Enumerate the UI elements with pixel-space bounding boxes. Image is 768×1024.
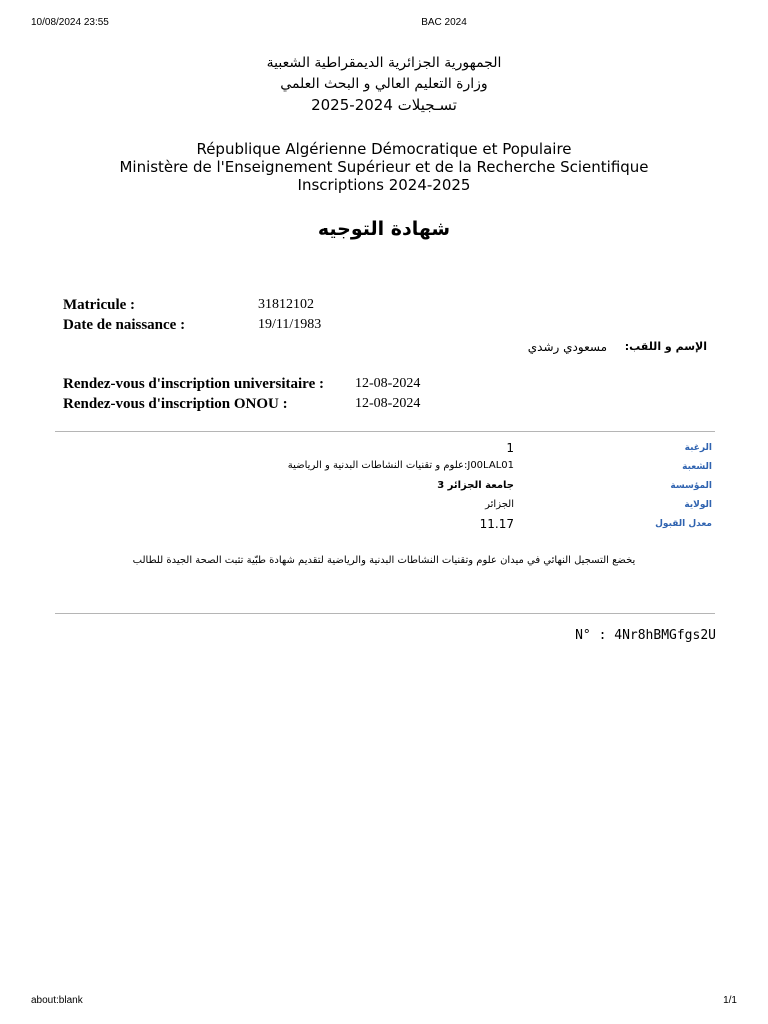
dob-label: Date de naissance : <box>63 317 186 333</box>
print-page-number: 1/1 <box>723 995 737 1006</box>
dob-value: 19/11/1983 <box>258 317 322 332</box>
registrations-year-fr: Inscriptions 2024-2025 <box>297 176 471 194</box>
divider-top <box>55 431 715 432</box>
republic-name-fr: République Algérienne Démocratique et Populaire <box>196 140 572 158</box>
admission-rate-label: معدل القبول <box>655 519 712 529</box>
name-label: الإسم و اللقب: <box>624 340 707 353</box>
name-value: مسعودي رشدي <box>527 340 607 354</box>
document-title: شهادة التوجيه <box>317 218 451 240</box>
print-url: about:blank <box>31 995 83 1006</box>
institution-label: المؤسسة <box>670 481 712 491</box>
registrations-year-ar: تسـجيلات 2024-2025 <box>311 96 457 114</box>
print-title: BAC 2024 <box>421 17 467 28</box>
print-datetime: 10/08/2024 23:55 <box>31 17 109 28</box>
ministry-name-ar: وزارة التعليم العالي و البحث العلمي <box>280 76 488 92</box>
univ-appointment-label: Rendez-vous d'inscription universitaire : <box>63 376 324 392</box>
wish-label: الرغبة <box>684 443 712 453</box>
wilaya-value: الجزائر <box>485 499 514 510</box>
matricule-value: 31812102 <box>258 297 314 312</box>
reference-number: N° : 4Nr8hBMGfgs2U <box>575 628 716 643</box>
onou-appointment-label: Rendez-vous d'inscription ONOU : <box>63 396 288 412</box>
ministry-name-fr: Ministère de l'Enseignement Supérieur et de la Recherche Scientifique <box>119 158 649 176</box>
divider-bottom <box>55 613 715 614</box>
branch-label: الشعبة <box>682 462 712 472</box>
admission-rate-value: 11.17 <box>479 517 514 531</box>
wilaya-label: الولاية <box>684 500 712 510</box>
onou-appointment-value: 12-08-2024 <box>355 396 421 411</box>
branch-value: J00LAL01:علوم و تقنيات النشاطات البدنية و الرياضية <box>287 460 514 471</box>
univ-appointment-value: 12-08-2024 <box>355 376 421 391</box>
republic-name-ar: الجمهورية الجزائرية الديمقراطية الشعبية <box>266 55 502 71</box>
institution-value: جامعة الجزائر 3 <box>437 480 514 491</box>
medical-certificate-note: يخضع التسجيل النهائي في ميدان علوم وتقنيات النشاطات البدنية والرياضية لتقديم شهادة طبّية تثبت الصحة الجيدة للطالب <box>132 555 636 566</box>
wish-value: 1 <box>506 441 514 455</box>
matricule-label: Matricule : <box>63 297 136 313</box>
